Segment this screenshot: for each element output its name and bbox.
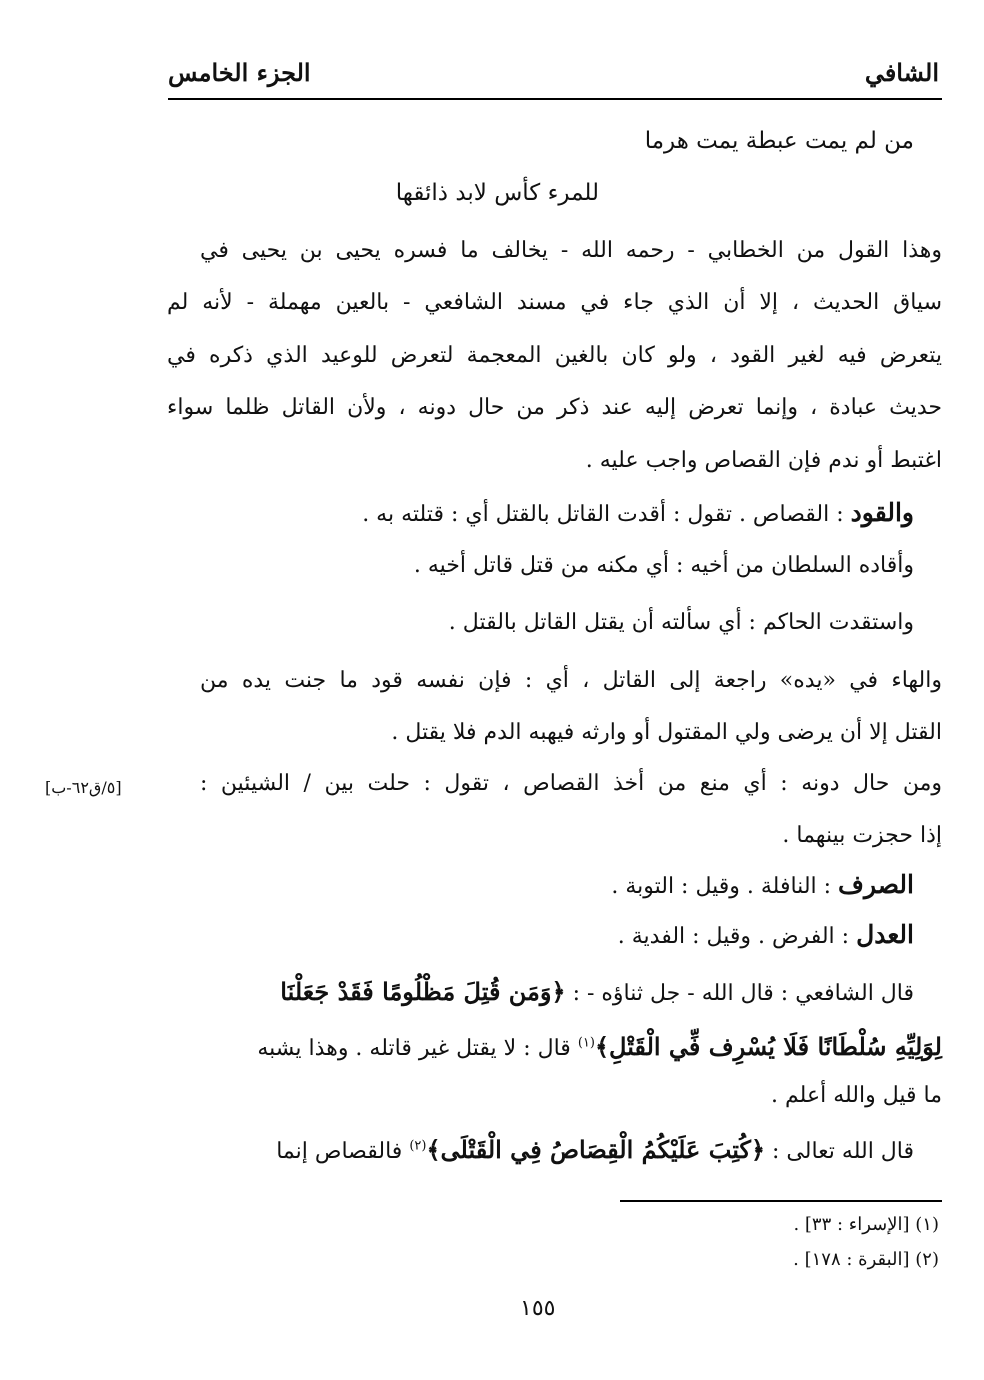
header-rule — [168, 98, 942, 100]
footnote-ref: (٢) — [409, 1138, 427, 1154]
definition-qawad — [362, 500, 914, 526]
running-header-book-title: الشافي — [864, 58, 939, 87]
paragraph-line: يتعرض فيه لغير القود ، ولو كان بالغين المعجمة لتعرض للوعيد الذي ذكره في — [167, 343, 942, 368]
definition-text: : القصاص . تقول : أقدت القاتل بالقتل أي : قتلته به . — [362, 502, 844, 527]
paragraph-line: ما قيل والله أعلم . — [771, 1083, 942, 1108]
paragraph-text: فالقصاص إنما — [276, 1139, 403, 1164]
paragraph-line: إذا حجزت بينهما . — [782, 823, 942, 848]
paragraph-line: والهاء في «يده» راجعة إلى القاتل ، أي : فإن نفسه قود ما جنت يده من — [200, 668, 942, 693]
term-sarf: الصرف — [838, 870, 914, 899]
paragraph-line — [276, 1135, 914, 1164]
paragraph-line — [280, 977, 914, 1006]
quran-verse: لِوَلِيِّهِ سُلْطَانًا فَلَا يُسْرِف فِّي الْقَتْلِ﴾ — [594, 1032, 942, 1061]
definition-text: : النافلة . وقيل : التوبة . — [611, 874, 832, 899]
paragraph-line — [257, 1032, 942, 1061]
footnote: (٢) [البقرة : ١٧٨] . — [793, 1249, 939, 1270]
poem-verse-1: من لم يمت عبطة يمت هرما — [644, 128, 914, 154]
quote-intro: قال الله تعالى : — [772, 1139, 914, 1164]
paragraph-line: القتل إلا أن يرضى ولي المقتول أو وارثه فيهبه الدم فلا يقتل . — [391, 720, 942, 745]
definition-sarf — [611, 872, 914, 898]
paragraph-line: سياق الحديث ، إلا أن الذي جاء في مسند الشافعي - بالعين مهملة - لأنه لم — [167, 290, 942, 315]
margin-manuscript-ref: [٥/ق٦٢-ب] — [45, 778, 122, 797]
footnote-rule — [620, 1200, 942, 1202]
quran-verse: ﴿وَمَن قُتِلَ مَظْلُومًا فَقَدْ جَعَلْنَا — [280, 977, 566, 1006]
quote-intro: قال الشافعي : قال الله - جل ثناؤه - : — [572, 981, 914, 1006]
paragraph-line: حديث عبادة ، وإنما تعرض إليه عند ذكر من حال دونه ، ولأن القاتل ظلما سواء — [167, 395, 942, 420]
footnote: (١) [الإسراء : ٣٣] . — [793, 1214, 939, 1235]
paragraph-line: اغتبط أو ندم فإن القصاص واجب عليه . — [585, 448, 942, 473]
paragraph-line: ومن حال دونه : أي منع من أخذ القصاص ، تقول : حلت بين / الشيئين : — [200, 771, 942, 796]
paragraph-line: وأقاده السلطان من أخيه : أي مكنه من قتل قاتل أخيه . — [413, 553, 914, 578]
quran-verse: ﴿كُتِبَ عَلَيْكُمُ الْقِصَاصُ فِي الْقَتْلَى﴾ — [426, 1135, 766, 1164]
term-adl: العدل — [856, 920, 914, 949]
running-header-part: الجزء الخامس — [168, 58, 311, 87]
paragraph-line: وهذا القول من الخطابي - رحمه الله - يخالف ما فسره يحيى بن يحيى في — [200, 238, 942, 263]
paragraph-text: قال : لا يقتل غير قاتله . وهذا يشبه — [257, 1036, 571, 1061]
page-number: ١٥٥ — [520, 1296, 556, 1321]
footnote-ref: (١) — [577, 1035, 595, 1051]
poem-verse-2: للمرء كأس لابد ذائقها — [395, 180, 599, 206]
definition-adl — [618, 922, 914, 948]
paragraph-line: واستقدت الحاكم : أي سألته أن يقتل القاتل بالقتل . — [448, 610, 914, 635]
definition-text: : الفرض . وقيل : الفدية . — [617, 924, 850, 949]
term-qawad: والقود — [850, 498, 914, 527]
